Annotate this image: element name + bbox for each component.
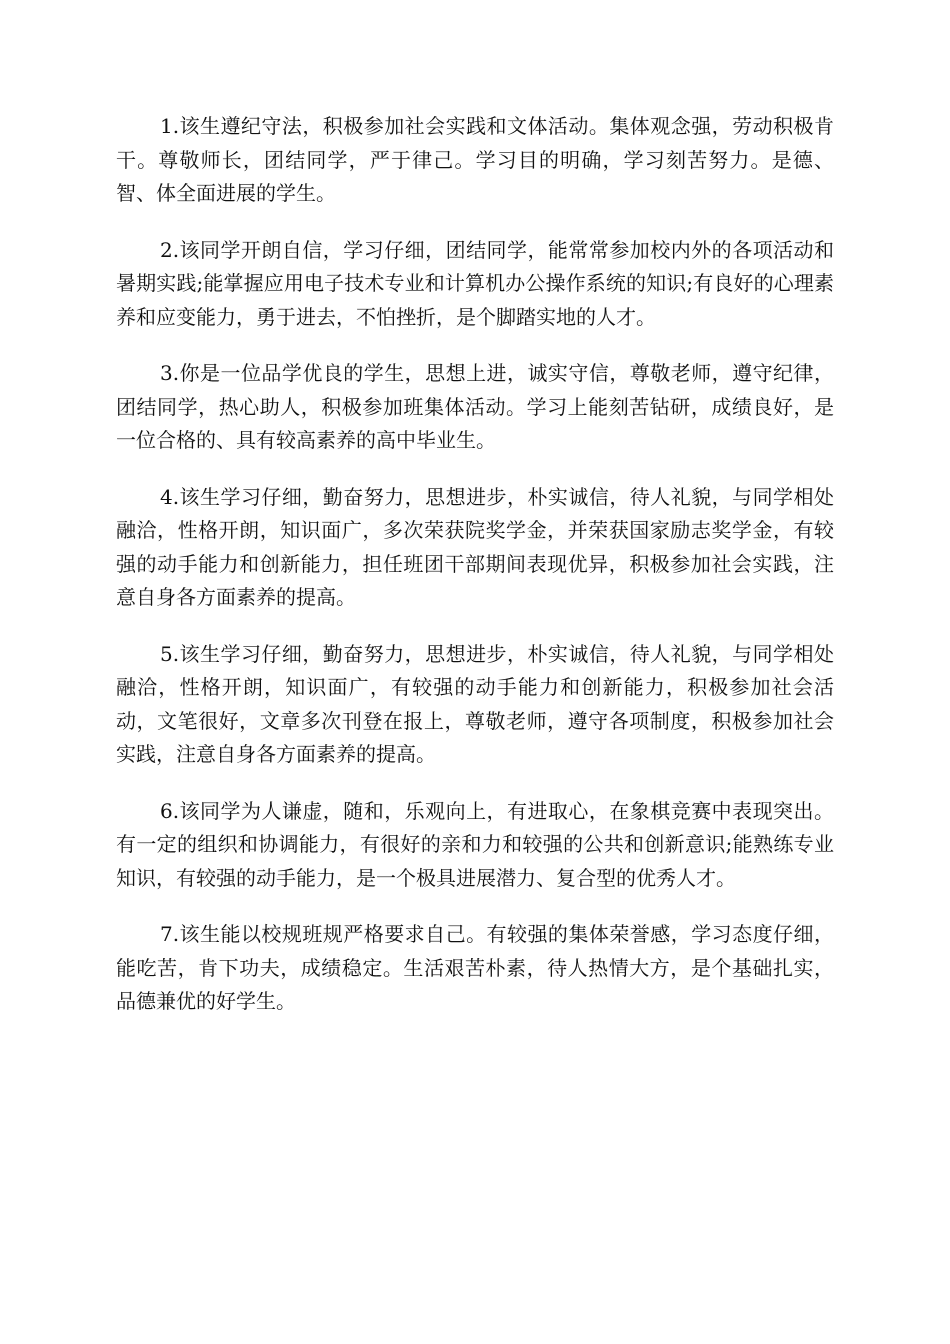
paragraph-5: 5.该生学习仔细，勤奋努力，思想进步，朴实诚信，待人礼貌，与同学相处融洽，性格开朗，知识面广，有较强的动手能力和创新能力，积极参加社会活动，文笔很好，文章多次刊登在报上，尊敬老师，遵守各项制度，积极参加社会实践，注意自身各方面素养的提高。 xyxy=(116,641,834,766)
paragraph-4: 4.该生学习仔细，勤奋努力，思想进步，朴实诚信，待人礼貌，与同学相处融洽，性格开朗，知识面广，多次荣获院奖学金，并荣获国家励志奖学金，有较强的动手能力和创新能力，担任班团干部期间表现优异，积极参加社会实践，注意自身各方面素养的提高。 xyxy=(116,484,834,609)
paragraph-2: 2.该同学开朗自信，学习仔细，团结同学，能常常参加校内外的各项活动和暑期实践;能掌握应用电子技术专业和计算机办公操作系统的知识;有良好的心理素养和应变能力，勇于进去，不怕挫折，是个脚踏实地的人才。 xyxy=(116,237,834,329)
paragraph-7: 7.该生能以校规班规严格要求自己。有较强的集体荣誉感，学习态度仔细，能吃苦，肯下功夫，成绩稳定。生活艰苦朴素，待人热情大方，是个基础扎实，品德兼优的好学生。 xyxy=(116,922,834,1013)
document-body xyxy=(116,110,834,1042)
paragraph-3: 3.你是一位品学优良的学生，思想上进，诚实守信，尊敬老师，遵守纪律，团结同学，热心助人，积极参加班集体活动。学习上能刻苦钻研，成绩良好，是一位合格的、具有较高素养的高中毕业生。 xyxy=(116,361,834,452)
paragraph-6: 6.该同学为人谦虚，随和，乐观向上，有进取心，在象棋竞赛中表现突出。有一定的组织和协调能力，有很好的亲和力和较强的公共和创新意识;能熟练专业知识，有较强的动手能力，是一个极具进展潜力、复合型的优秀人才。 xyxy=(116,798,834,890)
paragraph-1: 1.该生遵纪守法，积极参加社会实践和文体活动。集体观念强，劳动积极肯干。尊敬师长，团结同学，严于律己。学习目的明确，学习刻苦努力。是德、智、体全面进展的学生。 xyxy=(116,114,834,205)
